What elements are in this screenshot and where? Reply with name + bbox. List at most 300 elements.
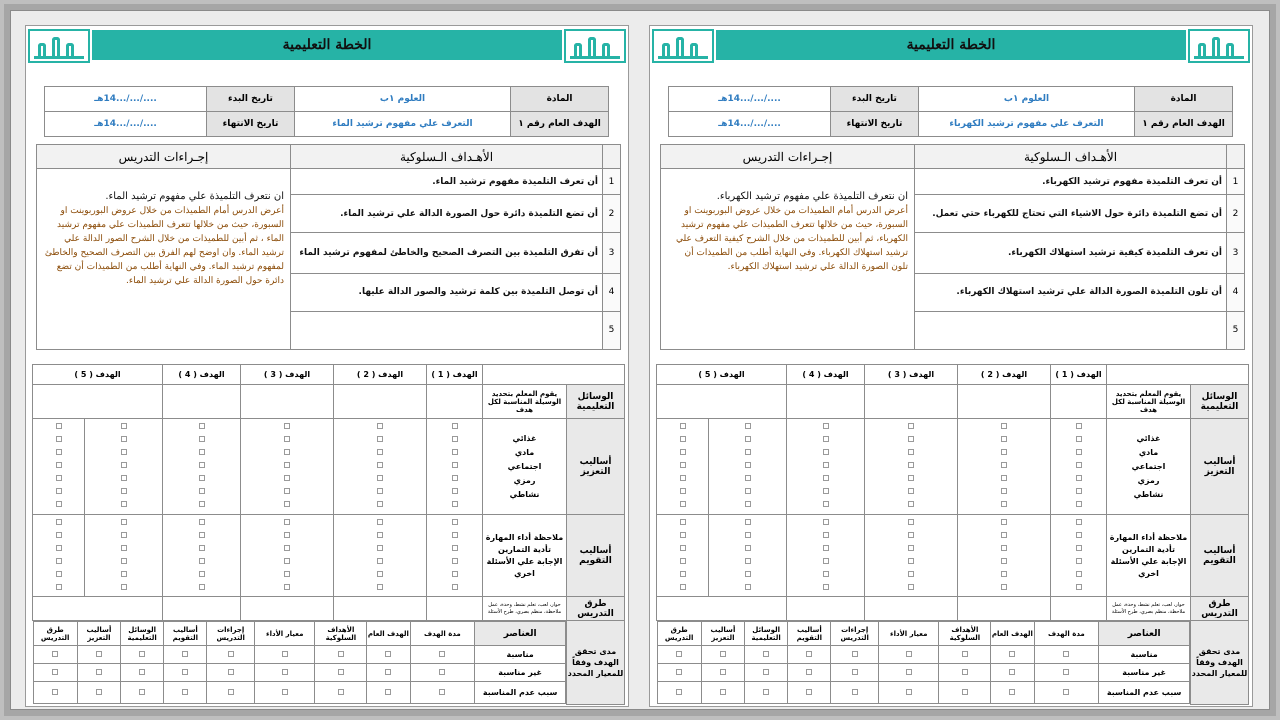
eval-checkbox-cell[interactable]	[367, 646, 410, 664]
checkbox[interactable]	[377, 571, 383, 577]
checkbox[interactable]	[121, 449, 127, 455]
checkbox-column[interactable]	[958, 419, 1051, 515]
checkbox[interactable]	[199, 423, 205, 429]
checkbox[interactable]	[745, 532, 751, 538]
eval-checkbox-cell[interactable]	[254, 646, 314, 664]
checkbox[interactable]	[452, 449, 458, 455]
checkbox[interactable]	[121, 423, 127, 429]
checkbox[interactable]	[377, 488, 383, 494]
aids-cell[interactable]	[163, 385, 241, 419]
methods-cell[interactable]	[1051, 597, 1107, 621]
aids-cell[interactable]	[657, 385, 787, 419]
checkbox[interactable]	[199, 462, 205, 468]
checkbox[interactable]	[823, 584, 829, 590]
checkbox[interactable]	[823, 475, 829, 481]
checkbox[interactable]	[439, 689, 445, 695]
checkbox[interactable]	[962, 651, 968, 657]
checkbox[interactable]	[1001, 532, 1007, 538]
checkbox[interactable]	[377, 558, 383, 564]
methods-cell[interactable]	[427, 597, 483, 621]
checkbox[interactable]	[199, 532, 205, 538]
checkbox[interactable]	[284, 545, 290, 551]
eval-checkbox-cell[interactable]	[207, 682, 255, 704]
checkbox[interactable]	[806, 651, 812, 657]
checkbox-column[interactable]	[427, 515, 483, 597]
eval-checkbox-cell[interactable]	[410, 646, 475, 664]
checkbox[interactable]	[452, 436, 458, 442]
checkbox[interactable]	[96, 689, 102, 695]
checkbox[interactable]	[720, 651, 726, 657]
checkbox[interactable]	[745, 449, 751, 455]
checkbox[interactable]	[56, 488, 62, 494]
eval-checkbox-cell[interactable]	[77, 664, 120, 682]
checkbox[interactable]	[199, 571, 205, 577]
checkbox[interactable]	[284, 423, 290, 429]
checkbox[interactable]	[121, 532, 127, 538]
checkbox[interactable]	[199, 436, 205, 442]
checkbox[interactable]	[1001, 436, 1007, 442]
checkbox[interactable]	[1076, 532, 1082, 538]
checkbox[interactable]	[745, 571, 751, 577]
eval-checkbox-cell[interactable]	[367, 664, 410, 682]
checkbox[interactable]	[452, 488, 458, 494]
checkbox[interactable]	[452, 558, 458, 564]
aids-cell[interactable]	[33, 385, 163, 419]
eval-checkbox-cell[interactable]	[701, 664, 744, 682]
checkbox[interactable]	[56, 449, 62, 455]
checkbox[interactable]	[199, 475, 205, 481]
checkbox[interactable]	[439, 669, 445, 675]
checkbox[interactable]	[823, 532, 829, 538]
checkbox-column[interactable]	[427, 419, 483, 515]
checkbox[interactable]	[1076, 545, 1082, 551]
checkbox-column[interactable]	[334, 515, 427, 597]
checkbox[interactable]	[284, 488, 290, 494]
checkbox[interactable]	[284, 519, 290, 525]
checkbox[interactable]	[121, 501, 127, 507]
eval-checkbox-cell[interactable]	[1034, 682, 1099, 704]
checkbox[interactable]	[56, 558, 62, 564]
eval-checkbox-cell[interactable]	[788, 682, 831, 704]
checkbox[interactable]	[56, 462, 62, 468]
checkbox[interactable]	[1001, 423, 1007, 429]
checkbox-column[interactable]	[787, 419, 865, 515]
checkbox[interactable]	[1009, 651, 1015, 657]
checkbox[interactable]	[676, 669, 682, 675]
checkbox[interactable]	[121, 558, 127, 564]
checkbox[interactable]	[139, 651, 145, 657]
checkbox[interactable]	[676, 651, 682, 657]
methods-cell[interactable]	[958, 597, 1051, 621]
checkbox[interactable]	[908, 488, 914, 494]
checkbox[interactable]	[52, 689, 58, 695]
checkbox[interactable]	[284, 449, 290, 455]
checkbox[interactable]	[680, 584, 686, 590]
aids-cell[interactable]	[334, 385, 427, 419]
checkbox[interactable]	[284, 462, 290, 468]
checkbox[interactable]	[385, 689, 391, 695]
aids-cell[interactable]	[241, 385, 334, 419]
checkbox-column[interactable]	[1051, 419, 1107, 515]
checkbox[interactable]	[139, 669, 145, 675]
checkbox[interactable]	[680, 462, 686, 468]
checkbox[interactable]	[284, 475, 290, 481]
checkbox-column[interactable]	[787, 515, 865, 597]
checkbox[interactable]	[182, 669, 188, 675]
checkbox-column[interactable]	[241, 419, 334, 515]
methods-cell[interactable]	[787, 597, 865, 621]
checkbox[interactable]	[906, 689, 912, 695]
checkbox[interactable]	[121, 436, 127, 442]
checkbox[interactable]	[338, 651, 344, 657]
checkbox[interactable]	[56, 532, 62, 538]
checkbox[interactable]	[763, 651, 769, 657]
checkbox[interactable]	[823, 501, 829, 507]
checkbox[interactable]	[745, 423, 751, 429]
checkbox[interactable]	[377, 475, 383, 481]
checkbox[interactable]	[56, 584, 62, 590]
checkbox-column[interactable]	[163, 419, 241, 515]
checkbox[interactable]	[1001, 501, 1007, 507]
aids-cell[interactable]	[865, 385, 958, 419]
checkbox[interactable]	[199, 584, 205, 590]
checkbox[interactable]	[377, 532, 383, 538]
methods-cell[interactable]	[657, 597, 787, 621]
checkbox[interactable]	[1001, 584, 1007, 590]
eval-checkbox-cell[interactable]	[121, 646, 164, 664]
checkbox[interactable]	[1001, 475, 1007, 481]
checkbox[interactable]	[1076, 488, 1082, 494]
checkbox[interactable]	[377, 584, 383, 590]
checkbox[interactable]	[139, 689, 145, 695]
checkbox[interactable]	[908, 558, 914, 564]
eval-checkbox-cell[interactable]	[991, 682, 1034, 704]
checkbox[interactable]	[823, 519, 829, 525]
eval-checkbox-cell[interactable]	[254, 664, 314, 682]
checkbox[interactable]	[228, 669, 234, 675]
eval-checkbox-cell[interactable]	[315, 664, 367, 682]
eval-checkbox-cell[interactable]	[77, 646, 120, 664]
checkbox[interactable]	[377, 462, 383, 468]
checkbox-column[interactable]	[865, 419, 958, 515]
eval-checkbox-cell[interactable]	[33, 682, 77, 704]
eval-checkbox-cell[interactable]	[315, 682, 367, 704]
checkbox[interactable]	[284, 571, 290, 577]
checkbox[interactable]	[680, 475, 686, 481]
checkbox-column[interactable]	[709, 515, 787, 597]
checkbox[interactable]	[56, 475, 62, 481]
checkbox[interactable]	[908, 501, 914, 507]
checkbox[interactable]	[906, 651, 912, 657]
eval-checkbox-cell[interactable]	[207, 664, 255, 682]
checkbox[interactable]	[745, 475, 751, 481]
checkbox[interactable]	[1001, 558, 1007, 564]
eval-checkbox-cell[interactable]	[77, 682, 120, 704]
eval-checkbox-cell[interactable]	[831, 646, 879, 664]
eval-checkbox-cell[interactable]	[939, 646, 991, 664]
checkbox[interactable]	[1001, 519, 1007, 525]
checkbox[interactable]	[962, 669, 968, 675]
checkbox[interactable]	[1009, 689, 1015, 695]
checkbox[interactable]	[908, 436, 914, 442]
checkbox-column[interactable]	[85, 419, 163, 515]
checkbox-column[interactable]	[657, 419, 709, 515]
eval-checkbox-cell[interactable]	[991, 646, 1034, 664]
checkbox[interactable]	[1001, 545, 1007, 551]
eval-checkbox-cell[interactable]	[939, 664, 991, 682]
checkbox[interactable]	[182, 689, 188, 695]
checkbox[interactable]	[56, 545, 62, 551]
checkbox-column[interactable]	[709, 419, 787, 515]
checkbox[interactable]	[452, 519, 458, 525]
checkbox[interactable]	[1001, 488, 1007, 494]
checkbox[interactable]	[680, 449, 686, 455]
checkbox[interactable]	[284, 584, 290, 590]
eval-checkbox-cell[interactable]	[878, 646, 938, 664]
aids-cell[interactable]	[787, 385, 865, 419]
checkbox[interactable]	[745, 501, 751, 507]
checkbox[interactable]	[1076, 558, 1082, 564]
eval-checkbox-cell[interactable]	[121, 682, 164, 704]
checkbox[interactable]	[823, 488, 829, 494]
checkbox[interactable]	[823, 462, 829, 468]
checkbox[interactable]	[228, 689, 234, 695]
checkbox[interactable]	[452, 545, 458, 551]
eval-checkbox-cell[interactable]	[745, 646, 788, 664]
checkbox[interactable]	[908, 584, 914, 590]
checkbox[interactable]	[199, 519, 205, 525]
checkbox[interactable]	[823, 436, 829, 442]
checkbox[interactable]	[56, 571, 62, 577]
checkbox-column[interactable]	[33, 419, 85, 515]
checkbox[interactable]	[282, 669, 288, 675]
checkbox[interactable]	[745, 545, 751, 551]
eval-checkbox-cell[interactable]	[207, 646, 255, 664]
checkbox[interactable]	[1076, 571, 1082, 577]
checkbox[interactable]	[680, 532, 686, 538]
eval-checkbox-cell[interactable]	[878, 664, 938, 682]
checkbox-column[interactable]	[85, 515, 163, 597]
methods-cell[interactable]	[865, 597, 958, 621]
checkbox[interactable]	[720, 689, 726, 695]
checkbox[interactable]	[121, 545, 127, 551]
checkbox[interactable]	[823, 558, 829, 564]
checkbox[interactable]	[377, 545, 383, 551]
checkbox-column[interactable]	[33, 515, 85, 597]
checkbox[interactable]	[908, 475, 914, 481]
checkbox[interactable]	[1001, 462, 1007, 468]
checkbox-column[interactable]	[163, 515, 241, 597]
eval-checkbox-cell[interactable]	[254, 682, 314, 704]
checkbox[interactable]	[56, 423, 62, 429]
checkbox[interactable]	[1076, 462, 1082, 468]
checkbox[interactable]	[908, 519, 914, 525]
checkbox[interactable]	[763, 669, 769, 675]
checkbox[interactable]	[199, 488, 205, 494]
checkbox[interactable]	[385, 651, 391, 657]
eval-checkbox-cell[interactable]	[657, 682, 701, 704]
checkbox[interactable]	[452, 571, 458, 577]
eval-checkbox-cell[interactable]	[657, 664, 701, 682]
checkbox[interactable]	[96, 651, 102, 657]
checkbox[interactable]	[452, 462, 458, 468]
checkbox[interactable]	[680, 488, 686, 494]
checkbox[interactable]	[56, 436, 62, 442]
eval-checkbox-cell[interactable]	[831, 664, 879, 682]
checkbox[interactable]	[338, 689, 344, 695]
checkbox[interactable]	[745, 584, 751, 590]
checkbox[interactable]	[182, 651, 188, 657]
checkbox[interactable]	[377, 423, 383, 429]
eval-checkbox-cell[interactable]	[657, 646, 701, 664]
eval-checkbox-cell[interactable]	[315, 646, 367, 664]
checkbox[interactable]	[680, 558, 686, 564]
checkbox[interactable]	[377, 519, 383, 525]
checkbox[interactable]	[338, 669, 344, 675]
checkbox[interactable]	[452, 532, 458, 538]
checkbox[interactable]	[1076, 519, 1082, 525]
checkbox[interactable]	[377, 449, 383, 455]
checkbox-column[interactable]	[657, 515, 709, 597]
checkbox[interactable]	[680, 571, 686, 577]
checkbox[interactable]	[680, 423, 686, 429]
checkbox[interactable]	[377, 436, 383, 442]
methods-cell[interactable]	[241, 597, 334, 621]
checkbox[interactable]	[908, 545, 914, 551]
checkbox[interactable]	[228, 651, 234, 657]
checkbox[interactable]	[680, 545, 686, 551]
eval-checkbox-cell[interactable]	[701, 682, 744, 704]
checkbox[interactable]	[56, 501, 62, 507]
checkbox[interactable]	[823, 449, 829, 455]
checkbox[interactable]	[284, 436, 290, 442]
checkbox[interactable]	[680, 501, 686, 507]
eval-checkbox-cell[interactable]	[788, 646, 831, 664]
methods-cell[interactable]	[163, 597, 241, 621]
checkbox[interactable]	[385, 669, 391, 675]
eval-checkbox-cell[interactable]	[1034, 664, 1099, 682]
checkbox[interactable]	[52, 669, 58, 675]
eval-checkbox-cell[interactable]	[367, 682, 410, 704]
eval-checkbox-cell[interactable]	[1034, 646, 1099, 664]
checkbox[interactable]	[121, 571, 127, 577]
checkbox[interactable]	[452, 584, 458, 590]
checkbox[interactable]	[680, 519, 686, 525]
checkbox[interactable]	[121, 584, 127, 590]
checkbox[interactable]	[823, 423, 829, 429]
checkbox[interactable]	[452, 475, 458, 481]
checkbox[interactable]	[199, 545, 205, 551]
checkbox[interactable]	[1001, 449, 1007, 455]
checkbox[interactable]	[962, 689, 968, 695]
checkbox[interactable]	[1063, 651, 1069, 657]
eval-checkbox-cell[interactable]	[164, 646, 207, 664]
checkbox[interactable]	[745, 462, 751, 468]
checkbox[interactable]	[1076, 436, 1082, 442]
checkbox[interactable]	[908, 532, 914, 538]
checkbox[interactable]	[452, 501, 458, 507]
eval-checkbox-cell[interactable]	[878, 682, 938, 704]
checkbox-column[interactable]	[1051, 515, 1107, 597]
methods-cell[interactable]	[334, 597, 427, 621]
eval-checkbox-cell[interactable]	[991, 664, 1034, 682]
checkbox[interactable]	[284, 501, 290, 507]
checkbox[interactable]	[763, 689, 769, 695]
checkbox[interactable]	[745, 488, 751, 494]
checkbox[interactable]	[199, 558, 205, 564]
eval-checkbox-cell[interactable]	[410, 664, 475, 682]
checkbox[interactable]	[452, 423, 458, 429]
checkbox[interactable]	[745, 558, 751, 564]
eval-checkbox-cell[interactable]	[410, 682, 475, 704]
eval-checkbox-cell[interactable]	[33, 664, 77, 682]
checkbox[interactable]	[121, 475, 127, 481]
checkbox[interactable]	[906, 669, 912, 675]
checkbox[interactable]	[720, 669, 726, 675]
checkbox-column[interactable]	[958, 515, 1051, 597]
checkbox[interactable]	[282, 689, 288, 695]
eval-checkbox-cell[interactable]	[164, 682, 207, 704]
checkbox[interactable]	[806, 669, 812, 675]
checkbox[interactable]	[823, 571, 829, 577]
checkbox[interactable]	[1076, 449, 1082, 455]
checkbox[interactable]	[1076, 423, 1082, 429]
checkbox[interactable]	[284, 532, 290, 538]
checkbox-column[interactable]	[334, 419, 427, 515]
checkbox[interactable]	[199, 449, 205, 455]
checkbox-column[interactable]	[865, 515, 958, 597]
eval-checkbox-cell[interactable]	[788, 664, 831, 682]
checkbox[interactable]	[1063, 689, 1069, 695]
checkbox[interactable]	[121, 488, 127, 494]
checkbox[interactable]	[1076, 584, 1082, 590]
eval-checkbox-cell[interactable]	[745, 682, 788, 704]
checkbox[interactable]	[96, 669, 102, 675]
checkbox[interactable]	[1063, 669, 1069, 675]
checkbox[interactable]	[377, 501, 383, 507]
checkbox[interactable]	[908, 449, 914, 455]
checkbox[interactable]	[56, 519, 62, 525]
checkbox[interactable]	[806, 689, 812, 695]
checkbox[interactable]	[908, 571, 914, 577]
aids-cell[interactable]	[427, 385, 483, 419]
eval-checkbox-cell[interactable]	[701, 646, 744, 664]
checkbox[interactable]	[1009, 669, 1015, 675]
checkbox[interactable]	[52, 651, 58, 657]
checkbox[interactable]	[852, 651, 858, 657]
checkbox[interactable]	[284, 558, 290, 564]
checkbox[interactable]	[676, 689, 682, 695]
methods-cell[interactable]	[33, 597, 163, 621]
checkbox[interactable]	[1076, 501, 1082, 507]
checkbox[interactable]	[282, 651, 288, 657]
aids-cell[interactable]	[1051, 385, 1107, 419]
checkbox[interactable]	[680, 436, 686, 442]
aids-cell[interactable]	[958, 385, 1051, 419]
checkbox[interactable]	[908, 423, 914, 429]
eval-checkbox-cell[interactable]	[33, 646, 77, 664]
eval-checkbox-cell[interactable]	[831, 682, 879, 704]
checkbox[interactable]	[121, 519, 127, 525]
eval-checkbox-cell[interactable]	[121, 664, 164, 682]
checkbox[interactable]	[1076, 475, 1082, 481]
checkbox[interactable]	[121, 462, 127, 468]
checkbox[interactable]	[199, 501, 205, 507]
eval-checkbox-cell[interactable]	[745, 664, 788, 682]
checkbox[interactable]	[1001, 571, 1007, 577]
checkbox-column[interactable]	[241, 515, 334, 597]
checkbox[interactable]	[908, 462, 914, 468]
